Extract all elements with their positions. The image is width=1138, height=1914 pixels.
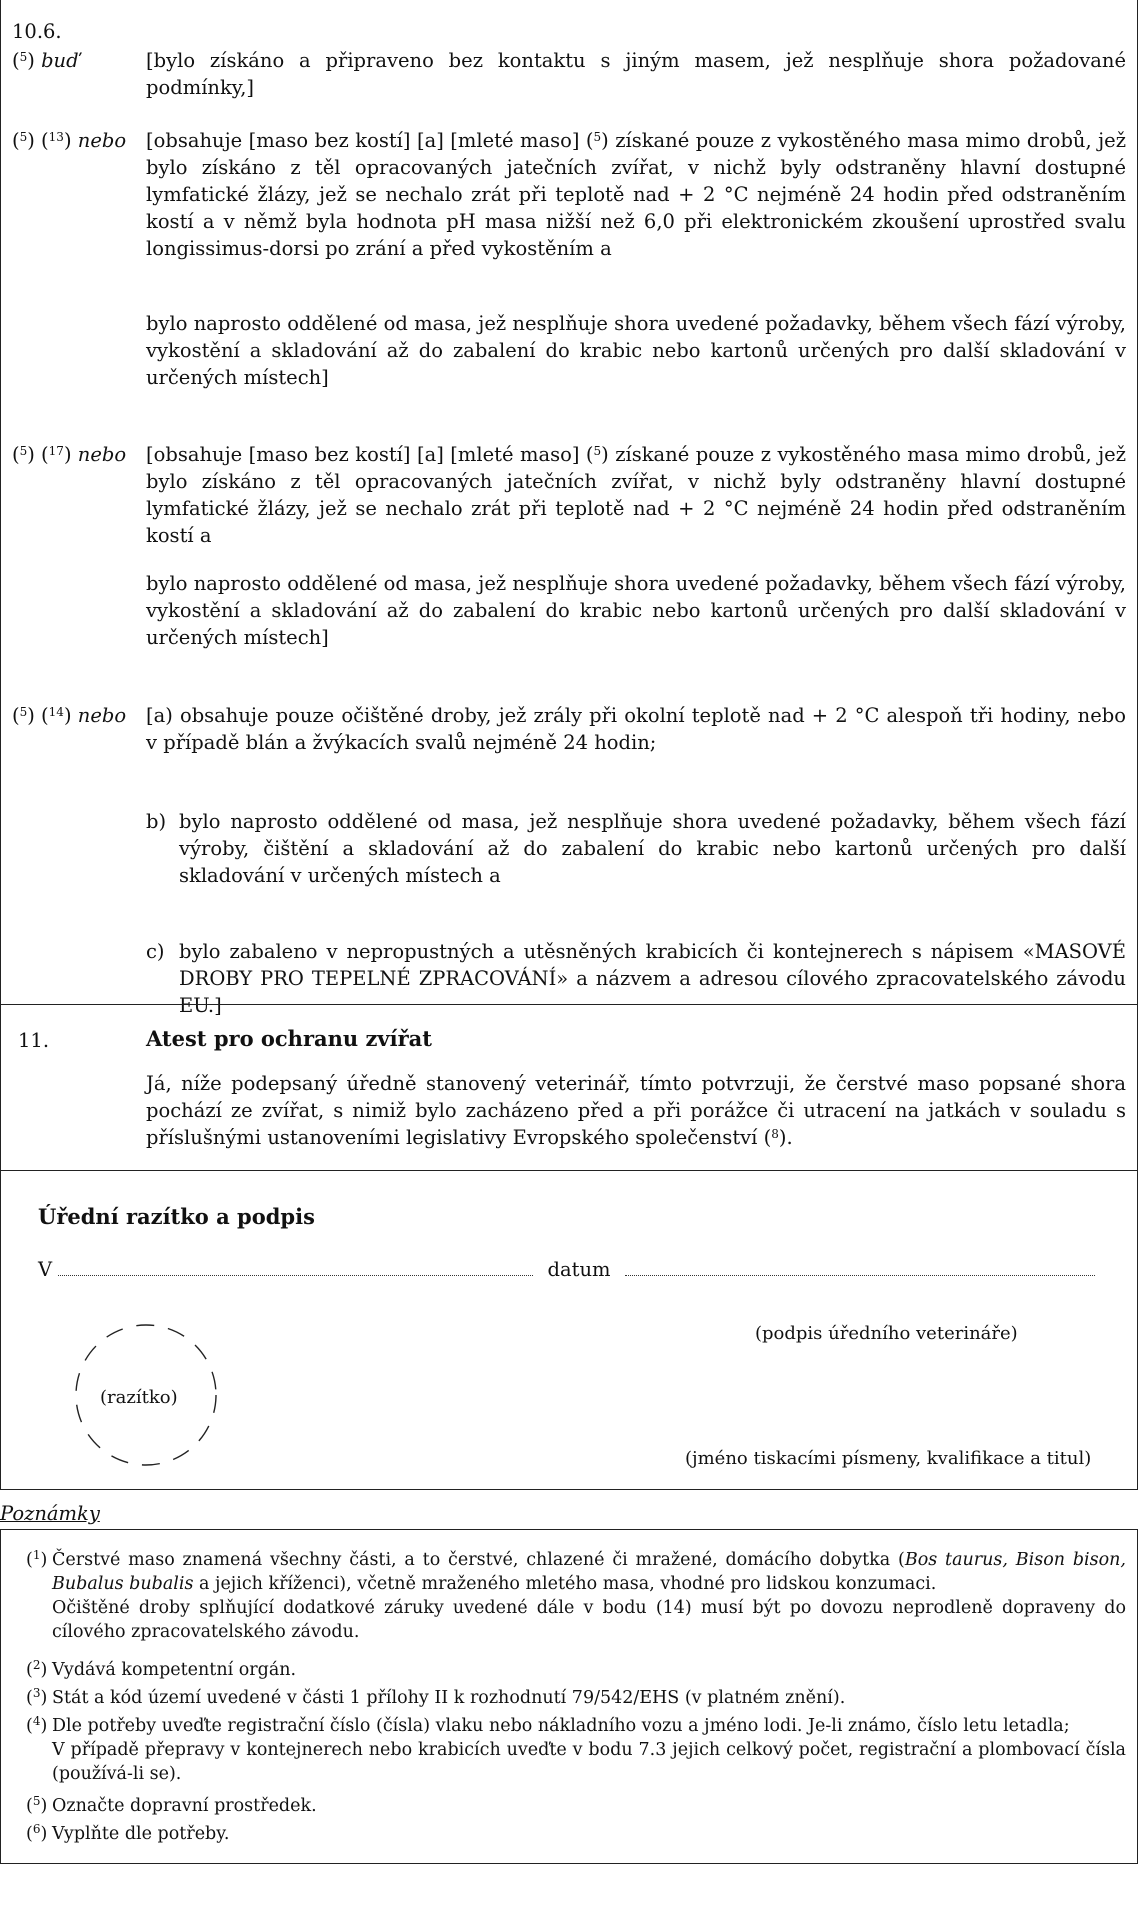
section-11-number: 11. [18, 1029, 50, 1052]
note-2: ($^2$) Vydává kompetentní orgán. [26, 1658, 297, 1680]
row-3-label: ($^5$) ($^{17}$) nebo [12, 443, 127, 466]
row-3-text: [obsahuje [maso bez kostí] [a] [mleté maso] ($^5$) získané pouze z vykostěného masa mimo drobů, jež bylo získáno z těl opracovaných jatečních zvířat, v nichž byly odstraněny hlavní dostupné lymfatické žlázy, jež se nechalo zrát při teplotě nad + 2 °C nejméně 24 hodin před odstraněním kostí a [146, 443, 1126, 547]
signature-label: (podpis úředního veterináře) [755, 1323, 1018, 1344]
row-3-text-2: bylo naprosto oddělené od masa, jež nesplňuje shora uvedené požadavky, během všech fází výroby, vykostění a skladování až do zabalení do krabic nebo kartonů určených pro další skladování v určených místech] [146, 572, 1126, 649]
note-1: ($^1$) Čerstvé maso znamená všechny části, a to čerstvé, chlazené či mražené, domácího dobytka (Bos taurus, Bison bison, Bubalus bubalis a jejich kříženci), včetně mraženého mletého masa, vhodné pro lidskou konzumaci. Očištěné droby splňující dodatkové záruky uvedené dále v bodu (14) musí být po dovozu neprodleně dopraveny do cílového zpracovatelského závodu. [26, 1548, 1126, 1642]
section-11-text: Já, níže podepsaný úředně stanovený veterinář, tímto potvrzuji, že čerstvé maso popsané shora pochází ze zvířat, s nimiž bylo zacházeno před a při porážce či utracení na jatkách v souladu s příslušnými ustanoveními legislativy Evropského společenství ($^8$). [146, 1072, 1126, 1149]
place-field[interactable] [58, 1275, 533, 1276]
section-number: 10.6. [12, 20, 62, 43]
place-date-line: V datum [38, 1256, 1098, 1283]
signature-title: Úřední razítko a podpis [38, 1204, 315, 1229]
row-4-item-b: bylo naprosto oddělené od masa, jež nesplňuje shora uvedené požadavky, během všech fází výroby, čištění a skladování až do zabalení do krabic nebo kartonů určených pro další skladování v určených místech a [179, 810, 1126, 887]
row-2-text: [obsahuje [maso bez kostí] [a] [mleté maso] ($^5$) získané pouze z vykostěného masa mimo drobů, jež bylo získáno z těl opracovaných jatečních zvířat, v nichž byly odstraněny hlavní dostupné lymfatické žlázy, jež se nechalo zrát při teplotě nad + 2 °C nejméně 24 hodin před odstraněním kostí a v němž byla hodnota pH masa nižší než 6,0 při elektronickém zkoušení uprostřed svalu longissimus-dorsi po zrání a před vykostěním a [146, 129, 1126, 260]
row-2-label: ($^5$) ($^{13}$) nebo [12, 129, 127, 152]
row-4-item-a: [a) obsahuje pouze očištěné droby, jež zrály při okolní teplotě nad + 2 °C alespoň tři hodiny, nebo v případě blán a žvýkacích svalů nejméně 24 hodin; [146, 704, 1126, 754]
row-1-text: [bylo získáno a připraveno bez kontaktu s jiným masem, jež nesplňuje shora požadované podmínky,] [146, 49, 1126, 99]
name-label: (jméno tiskacími písmeny, kvalifikace a titul) [685, 1448, 1092, 1469]
note-6: ($^6$) Vyplňte dle potřeby. [26, 1822, 230, 1844]
row-4-label: ($^5$) ($^{14}$) nebo [12, 704, 127, 727]
note-3: ($^3$) Stát a kód území uvedené v části 1 přílohy II k rozhodnutí 79/542/EHS (v platném znění). [26, 1686, 846, 1708]
note-5: ($^5$) Označte dopravní prostředek. [26, 1794, 317, 1816]
section-11-title: Atest pro ochranu zvířat [146, 1026, 432, 1051]
notes-title: Poznámky [0, 1502, 100, 1525]
row-2-text-2: bylo naprosto oddělené od masa, jež nesplňuje shora uvedené požadavky, během všech fází výroby, vykostění a skladování až do zabalení do krabic nebo kartonů určených pro další skladování v určených místech] [146, 312, 1126, 389]
row-1-label: ($^5$) buď [12, 49, 79, 72]
stamp-label: (razítko) [100, 1387, 178, 1408]
note-4: ($^4$) Dle potřeby uveďte registrační číslo (čísla) vlaku nebo nákladního vozu a jméno lodi. Je-li známo, číslo letu letadla; V případě přepravy v kontejnerech nebo krabicích uveďte v bodu 7.3 jejich celkový počet, registrační a plombovací čísla (používá-li se). [26, 1714, 1126, 1784]
row-4-item-c-marker: c) [146, 940, 165, 963]
row-4-item-b-marker: b) [146, 810, 167, 833]
row-4-item-c: bylo zabaleno v nepropustných a utěsněných krabicích či kontejnerech s nápisem «MASOVÉ DROBY PRO TEPELNÉ ZPRACOVÁNÍ» a názvem a adresou cílového zpracovatelského závodu EU.] [179, 940, 1126, 1017]
date-field[interactable] [625, 1275, 1095, 1276]
